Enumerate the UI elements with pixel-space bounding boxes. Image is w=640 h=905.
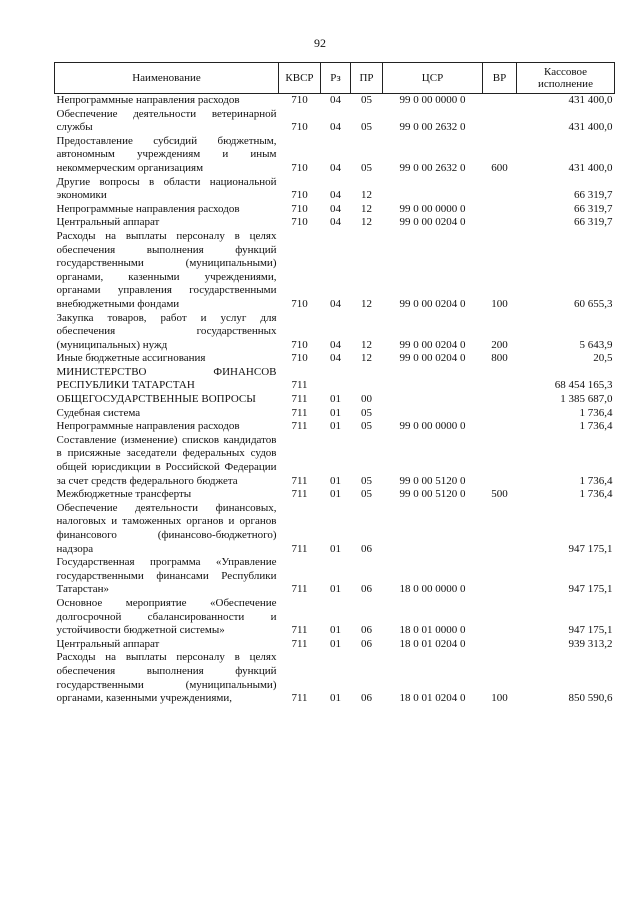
cell-name: Судебная система bbox=[56, 406, 141, 419]
cell-rz bbox=[321, 366, 351, 393]
table-row bbox=[55, 638, 615, 652]
header-name: Наименование bbox=[55, 63, 279, 94]
cell-rz: 04 bbox=[330, 338, 341, 351]
cell-rz: 01 bbox=[330, 637, 341, 650]
cell-pr: 12 bbox=[361, 297, 372, 310]
cell-name: Предоставление субсидий бюджетным, автономным учреждениям и иным некоммерческим организациям bbox=[56, 134, 277, 174]
cell-csr: 99 0 00 0000 0 bbox=[399, 202, 466, 215]
cell-name: Обеспечение деятельности ветеринарной службы bbox=[56, 107, 277, 134]
cell-kvsr: 710 bbox=[291, 338, 308, 351]
cell-amount: 431 400,0 bbox=[568, 94, 613, 106]
cell-rz: 04 bbox=[330, 161, 341, 174]
cell-vr: 100 bbox=[491, 297, 508, 310]
cell-amount: 66 319,7 bbox=[574, 202, 613, 215]
table-row bbox=[55, 502, 615, 556]
cell-vr: 500 bbox=[491, 488, 508, 501]
table-row bbox=[55, 230, 615, 312]
cell-name: МИНИСТЕРСТВО ФИНАНСОВ РЕСПУБЛИКИ ТАТАРСТАН bbox=[56, 365, 277, 392]
cell-amount: 66 319,7 bbox=[574, 216, 613, 229]
cell-csr: 99 0 00 0204 0 bbox=[399, 216, 466, 229]
cell-pr: 05 bbox=[361, 94, 372, 106]
table-row bbox=[55, 407, 615, 421]
cell-rz: 01 bbox=[330, 624, 341, 637]
cell-vr bbox=[483, 203, 517, 217]
cell-csr: 99 0 00 5120 0 bbox=[399, 488, 466, 501]
cell-kvsr: 710 bbox=[291, 297, 308, 310]
budget-table bbox=[54, 62, 615, 706]
cell-kvsr: 711 bbox=[291, 488, 308, 501]
cell-csr: 18 0 01 0000 0 bbox=[399, 624, 466, 637]
cell-pr: 05 bbox=[361, 474, 372, 487]
cell-pr: 12 bbox=[361, 216, 372, 229]
cell-name: Расходы на выплаты персоналу в целях обеспечения выполнения функций государственными (муниципальными) органами, казенными учреждениями, органами управления государственными внебюджетными фондами bbox=[56, 229, 277, 310]
cell-pr: 06 bbox=[361, 637, 372, 650]
cell-name: Непрограммные направления расходов bbox=[56, 202, 240, 215]
table-row bbox=[55, 352, 615, 366]
cell-rz: 04 bbox=[330, 202, 341, 215]
cell-name: Закупка товаров, работ и услуг для обеспечения государственных (муниципальных) нужд bbox=[56, 311, 277, 351]
cell-pr: 05 bbox=[361, 488, 372, 501]
cell-csr: 18 0 01 0204 0 bbox=[399, 637, 466, 650]
cell-csr bbox=[383, 176, 483, 203]
cell-kvsr: 710 bbox=[291, 189, 308, 202]
cell-csr bbox=[383, 393, 483, 407]
cell-name: ОБЩЕГОСУДАРСТВЕННЫЕ ВОПРОСЫ bbox=[56, 393, 256, 406]
cell-csr bbox=[383, 502, 483, 556]
cell-amount: 431 400,0 bbox=[568, 161, 613, 174]
cell-vr bbox=[483, 108, 517, 135]
cell-rz: 01 bbox=[330, 488, 341, 501]
table-row bbox=[55, 176, 615, 203]
cell-kvsr: 710 bbox=[291, 216, 308, 229]
cell-csr: 99 0 00 0000 0 bbox=[399, 94, 466, 106]
cell-amount: 60 655,3 bbox=[574, 297, 613, 310]
cell-kvsr: 711 bbox=[291, 637, 308, 650]
cell-amount: 939 313,2 bbox=[568, 637, 613, 650]
cell-rz: 04 bbox=[330, 94, 341, 106]
cell-rz: 01 bbox=[330, 420, 341, 433]
cell-kvsr: 710 bbox=[291, 121, 308, 134]
table-row bbox=[55, 203, 615, 217]
cell-csr: 99 0 00 2632 0 bbox=[399, 161, 466, 174]
cell-pr: 00 bbox=[361, 393, 372, 406]
cell-rz: 04 bbox=[330, 216, 341, 229]
cell-name: Расходы на выплаты персоналу в целях обеспечения выполнения функций государственными (муниципальными) органами, казенными учреждениями, bbox=[56, 651, 277, 705]
cell-vr bbox=[483, 638, 517, 652]
cell-amount: 947 175,1 bbox=[568, 583, 613, 596]
page-number: 92 bbox=[314, 36, 326, 50]
cell-rz: 01 bbox=[330, 474, 341, 487]
cell-vr: 800 bbox=[491, 352, 508, 365]
cell-vr bbox=[483, 393, 517, 407]
cell-name: Непрограммные направления расходов bbox=[56, 420, 240, 433]
cell-pr: 05 bbox=[361, 420, 372, 433]
cell-rz: 01 bbox=[330, 542, 341, 555]
cell-csr: 99 0 00 0204 0 bbox=[399, 338, 466, 351]
cell-vr bbox=[483, 556, 517, 597]
cell-vr: 200 bbox=[491, 338, 508, 351]
cell-vr bbox=[483, 597, 517, 638]
table-row bbox=[55, 312, 615, 353]
cell-kvsr: 711 bbox=[291, 406, 308, 419]
cell-name: Составление (изменение) списков кандидатов в присяжные заседатели федеральных судов общей юрисдикции в Российской Федерации за счет средств федерального бюджета bbox=[56, 433, 277, 487]
cell-amount: 947 175,1 bbox=[568, 624, 613, 637]
cell-kvsr: 710 bbox=[291, 202, 308, 215]
cell-amount: 431 400,0 bbox=[568, 121, 613, 134]
cell-name: Государственная программа «Управление государственными финансами Республики Татарстан» bbox=[56, 556, 277, 596]
cell-amount: 947 175,1 bbox=[568, 542, 613, 555]
cell-pr: 06 bbox=[361, 583, 372, 596]
header-kvsr: КВСР bbox=[279, 63, 321, 94]
cell-amount: 1 736,4 bbox=[579, 474, 613, 487]
table-header-row bbox=[55, 63, 615, 94]
cell-kvsr: 711 bbox=[291, 379, 308, 392]
cell-kvsr: 711 bbox=[291, 583, 308, 596]
cell-amount: 850 590,6 bbox=[568, 692, 613, 705]
table-row bbox=[55, 216, 615, 230]
cell-amount: 1 736,4 bbox=[579, 488, 613, 501]
cell-amount: 20,5 bbox=[593, 352, 613, 365]
table-row bbox=[55, 488, 615, 502]
cell-pr: 12 bbox=[361, 189, 372, 202]
cell-vr bbox=[483, 216, 517, 230]
cell-amount: 66 319,7 bbox=[574, 189, 613, 202]
cell-pr: 05 bbox=[361, 161, 372, 174]
cell-name: Центральный аппарат bbox=[56, 216, 160, 229]
cell-vr bbox=[483, 407, 517, 421]
cell-csr: 18 0 00 0000 0 bbox=[399, 583, 466, 596]
cell-kvsr: 710 bbox=[291, 161, 308, 174]
cell-vr bbox=[483, 94, 517, 108]
header-pr: ПР bbox=[351, 63, 383, 94]
cell-pr: 06 bbox=[361, 624, 372, 637]
header-rz: Рз bbox=[321, 63, 351, 94]
cell-rz: 04 bbox=[330, 352, 341, 365]
cell-vr: 600 bbox=[491, 161, 508, 174]
cell-amount: 1 385 687,0 bbox=[560, 393, 613, 406]
cell-amount: 1 736,4 bbox=[579, 420, 613, 433]
cell-kvsr: 711 bbox=[291, 624, 308, 637]
cell-rz: 01 bbox=[330, 393, 341, 406]
cell-vr bbox=[483, 420, 517, 434]
cell-csr: 99 0 00 0000 0 bbox=[399, 420, 466, 433]
cell-vr: 100 bbox=[491, 692, 508, 705]
cell-rz: 01 bbox=[330, 406, 341, 419]
cell-amount: 68 454 165,3 bbox=[554, 379, 613, 392]
cell-vr bbox=[483, 366, 517, 393]
cell-name: Другие вопросы в области национальной экономики bbox=[56, 175, 277, 202]
cell-vr bbox=[483, 502, 517, 556]
header-amount: Кассовое исполнение bbox=[517, 63, 615, 94]
cell-csr: 99 0 00 0204 0 bbox=[399, 297, 466, 310]
table-row bbox=[55, 420, 615, 434]
cell-rz: 01 bbox=[330, 583, 341, 596]
cell-name: Основное мероприятие «Обеспечение долгосрочной сбалансированности и устойчивости бюджетной системы» bbox=[56, 596, 277, 637]
cell-csr: 18 0 01 0204 0 bbox=[399, 692, 466, 705]
header-csr: ЦСР bbox=[383, 63, 483, 94]
cell-name: Межбюджетные трансферты bbox=[56, 488, 192, 501]
cell-vr bbox=[483, 176, 517, 203]
cell-pr bbox=[351, 366, 383, 393]
table-row bbox=[55, 94, 615, 108]
cell-kvsr: 711 bbox=[291, 542, 308, 555]
cell-rz: 04 bbox=[330, 121, 341, 134]
cell-csr: 99 0 00 2632 0 bbox=[399, 121, 466, 134]
cell-pr: 05 bbox=[361, 406, 372, 419]
cell-csr bbox=[383, 407, 483, 421]
table-row bbox=[55, 434, 615, 488]
cell-csr bbox=[383, 366, 483, 393]
cell-csr: 99 0 00 5120 0 bbox=[399, 474, 466, 487]
cell-pr: 05 bbox=[361, 121, 372, 134]
cell-name: Непрограммные направления расходов bbox=[56, 94, 240, 106]
cell-kvsr: 710 bbox=[291, 94, 308, 106]
cell-kvsr: 711 bbox=[291, 393, 308, 406]
table-row bbox=[55, 556, 615, 597]
table-row bbox=[55, 393, 615, 407]
header-vr: ВР bbox=[483, 63, 517, 94]
cell-kvsr: 711 bbox=[291, 692, 308, 705]
cell-rz: 04 bbox=[330, 297, 341, 310]
cell-csr: 99 0 00 0204 0 bbox=[399, 352, 466, 365]
table-row bbox=[55, 366, 615, 393]
table-row bbox=[55, 135, 615, 176]
cell-pr: 12 bbox=[361, 338, 372, 351]
cell-kvsr: 711 bbox=[291, 474, 308, 487]
cell-name: Обеспечение деятельности финансовых, налоговых и таможенных органов и органов финансового (финансово-бюджетного) надзора bbox=[56, 501, 277, 555]
table-row bbox=[55, 651, 615, 705]
cell-rz: 01 bbox=[330, 692, 341, 705]
cell-kvsr: 710 bbox=[291, 352, 308, 365]
table-row bbox=[55, 597, 615, 638]
cell-pr: 06 bbox=[361, 692, 372, 705]
cell-pr: 06 bbox=[361, 542, 372, 555]
cell-amount: 5 643,9 bbox=[579, 338, 613, 351]
cell-amount: 1 736,4 bbox=[579, 406, 613, 419]
cell-pr: 12 bbox=[361, 202, 372, 215]
cell-kvsr: 711 bbox=[291, 420, 308, 433]
cell-pr: 12 bbox=[361, 352, 372, 365]
cell-vr bbox=[483, 434, 517, 488]
cell-name: Иные бюджетные ассигнования bbox=[56, 352, 206, 365]
table-row bbox=[55, 108, 615, 135]
cell-name: Центральный аппарат bbox=[56, 637, 160, 650]
cell-rz: 04 bbox=[330, 189, 341, 202]
